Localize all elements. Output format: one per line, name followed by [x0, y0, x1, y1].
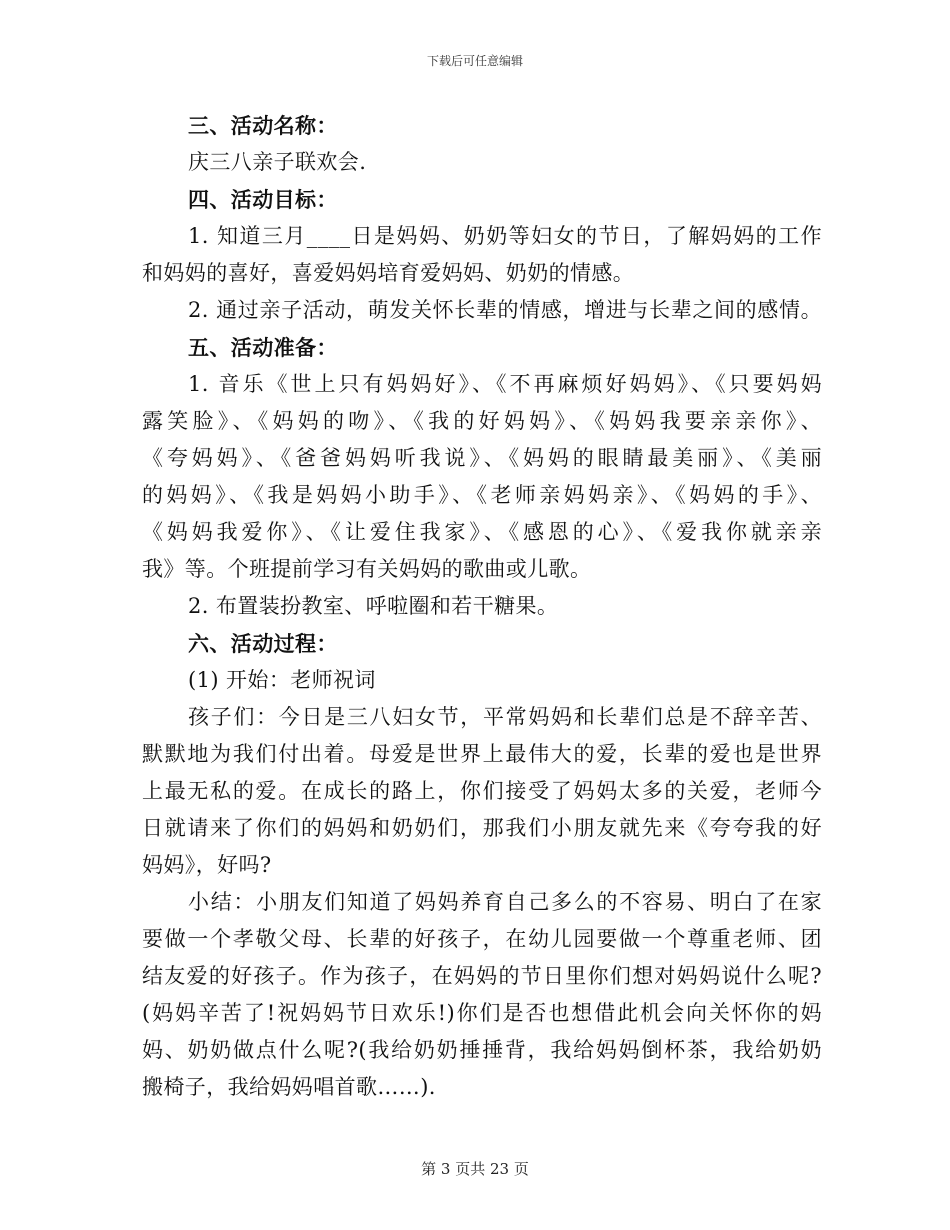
paragraph-line: 默默地为我们付出着。母爱是世界上最伟大的爱，长辈的爱也是世界	[142, 742, 822, 766]
paragraph-line: (妈妈辛苦了!祝妈妈节日欢乐!)你们是否也想借此机会向关怀你的妈	[142, 1001, 822, 1025]
paragraph-line: 露笑脸》、《妈妈的吻》、《我的好妈妈》、《妈妈我要亲亲你》、	[142, 409, 822, 433]
paragraph-line: 2. 布置装扮教室、呼啦圈和若干糖果。	[188, 594, 559, 618]
paragraph-line: 2. 通过亲子活动，萌发关怀长辈的情感，增进与长辈之间的感情。	[188, 298, 822, 322]
paragraph-line: 妈、奶奶做点什么呢?(我给奶奶捶捶背，我给妈妈倒杯茶，我给奶奶	[142, 1038, 822, 1062]
section-heading-activity-goals: 四、活动目标：	[188, 187, 338, 212]
paragraph-line: 结友爱的好孩子。作为孩子，在妈妈的节日里你们想对妈妈说什么呢?	[142, 964, 822, 988]
document-body	[142, 107, 822, 1106]
paragraph-line: 庆三八亲子联欢会.	[188, 150, 367, 174]
paragraph-line: 孩子们：今日是三八妇女节，平常妈妈和长辈们总是不辞辛苦、	[188, 705, 822, 729]
paragraph-line: 和妈妈的喜好，喜爱妈妈培育爱妈妈、奶奶的情感。	[142, 261, 635, 285]
section-heading-activity-process: 六、活动过程：	[188, 631, 338, 656]
paragraph-line: 小结：小朋友们知道了妈妈养育自己多么的不容易、明白了在家	[188, 890, 822, 914]
paragraph-line: 搬椅子，我给妈妈唱首歌……).	[142, 1075, 436, 1099]
page-footer: 第 3 页共 23 页	[421, 1160, 529, 1178]
paragraph-line: 我》等。个班提前学习有关妈妈的歌曲或儿歌。	[142, 557, 592, 581]
paragraph-line: 《夸妈妈》、《爸爸妈妈听我说》、《妈妈的眼睛最美丽》、《美丽	[142, 446, 822, 470]
paragraph-line: 妈妈》，好吗?	[142, 853, 272, 877]
section-heading-activity-name: 三、活动名称：	[188, 113, 338, 138]
paragraph-line: 《妈妈我爱你》、《让爱住我家》、《感恩的心》、《爱我你就亲亲	[142, 520, 822, 544]
paragraph-line: 的妈妈》、《我是妈妈小助手》、《老师亲妈妈亲》、《妈妈的手》、	[142, 483, 822, 507]
paragraph-line: (1) 开始：老师祝词	[188, 668, 376, 692]
section-heading-activity-prep: 五、活动准备：	[188, 335, 338, 360]
paragraph-line: 要做一个孝敬父母、长辈的好孩子，在幼儿园要做一个尊重老师、团	[142, 927, 822, 951]
paragraph-line: 1. 音乐《世上只有妈妈好》、《不再麻烦好妈妈》、《只要妈妈	[188, 372, 822, 396]
paragraph-line: 日就请来了你们的妈妈和奶奶们，那我们小朋友就先来《夸夸我的好	[142, 816, 822, 840]
paragraph-line: 上最无私的爱。在成长的路上，你们接受了妈妈太多的关爱，老师今	[142, 779, 822, 803]
paragraph-line: 1. 知道三月____日是妈妈、奶奶等妇女的节日，了解妈妈的工作	[188, 224, 822, 248]
page-header: 下载后可任意编辑	[426, 54, 523, 68]
